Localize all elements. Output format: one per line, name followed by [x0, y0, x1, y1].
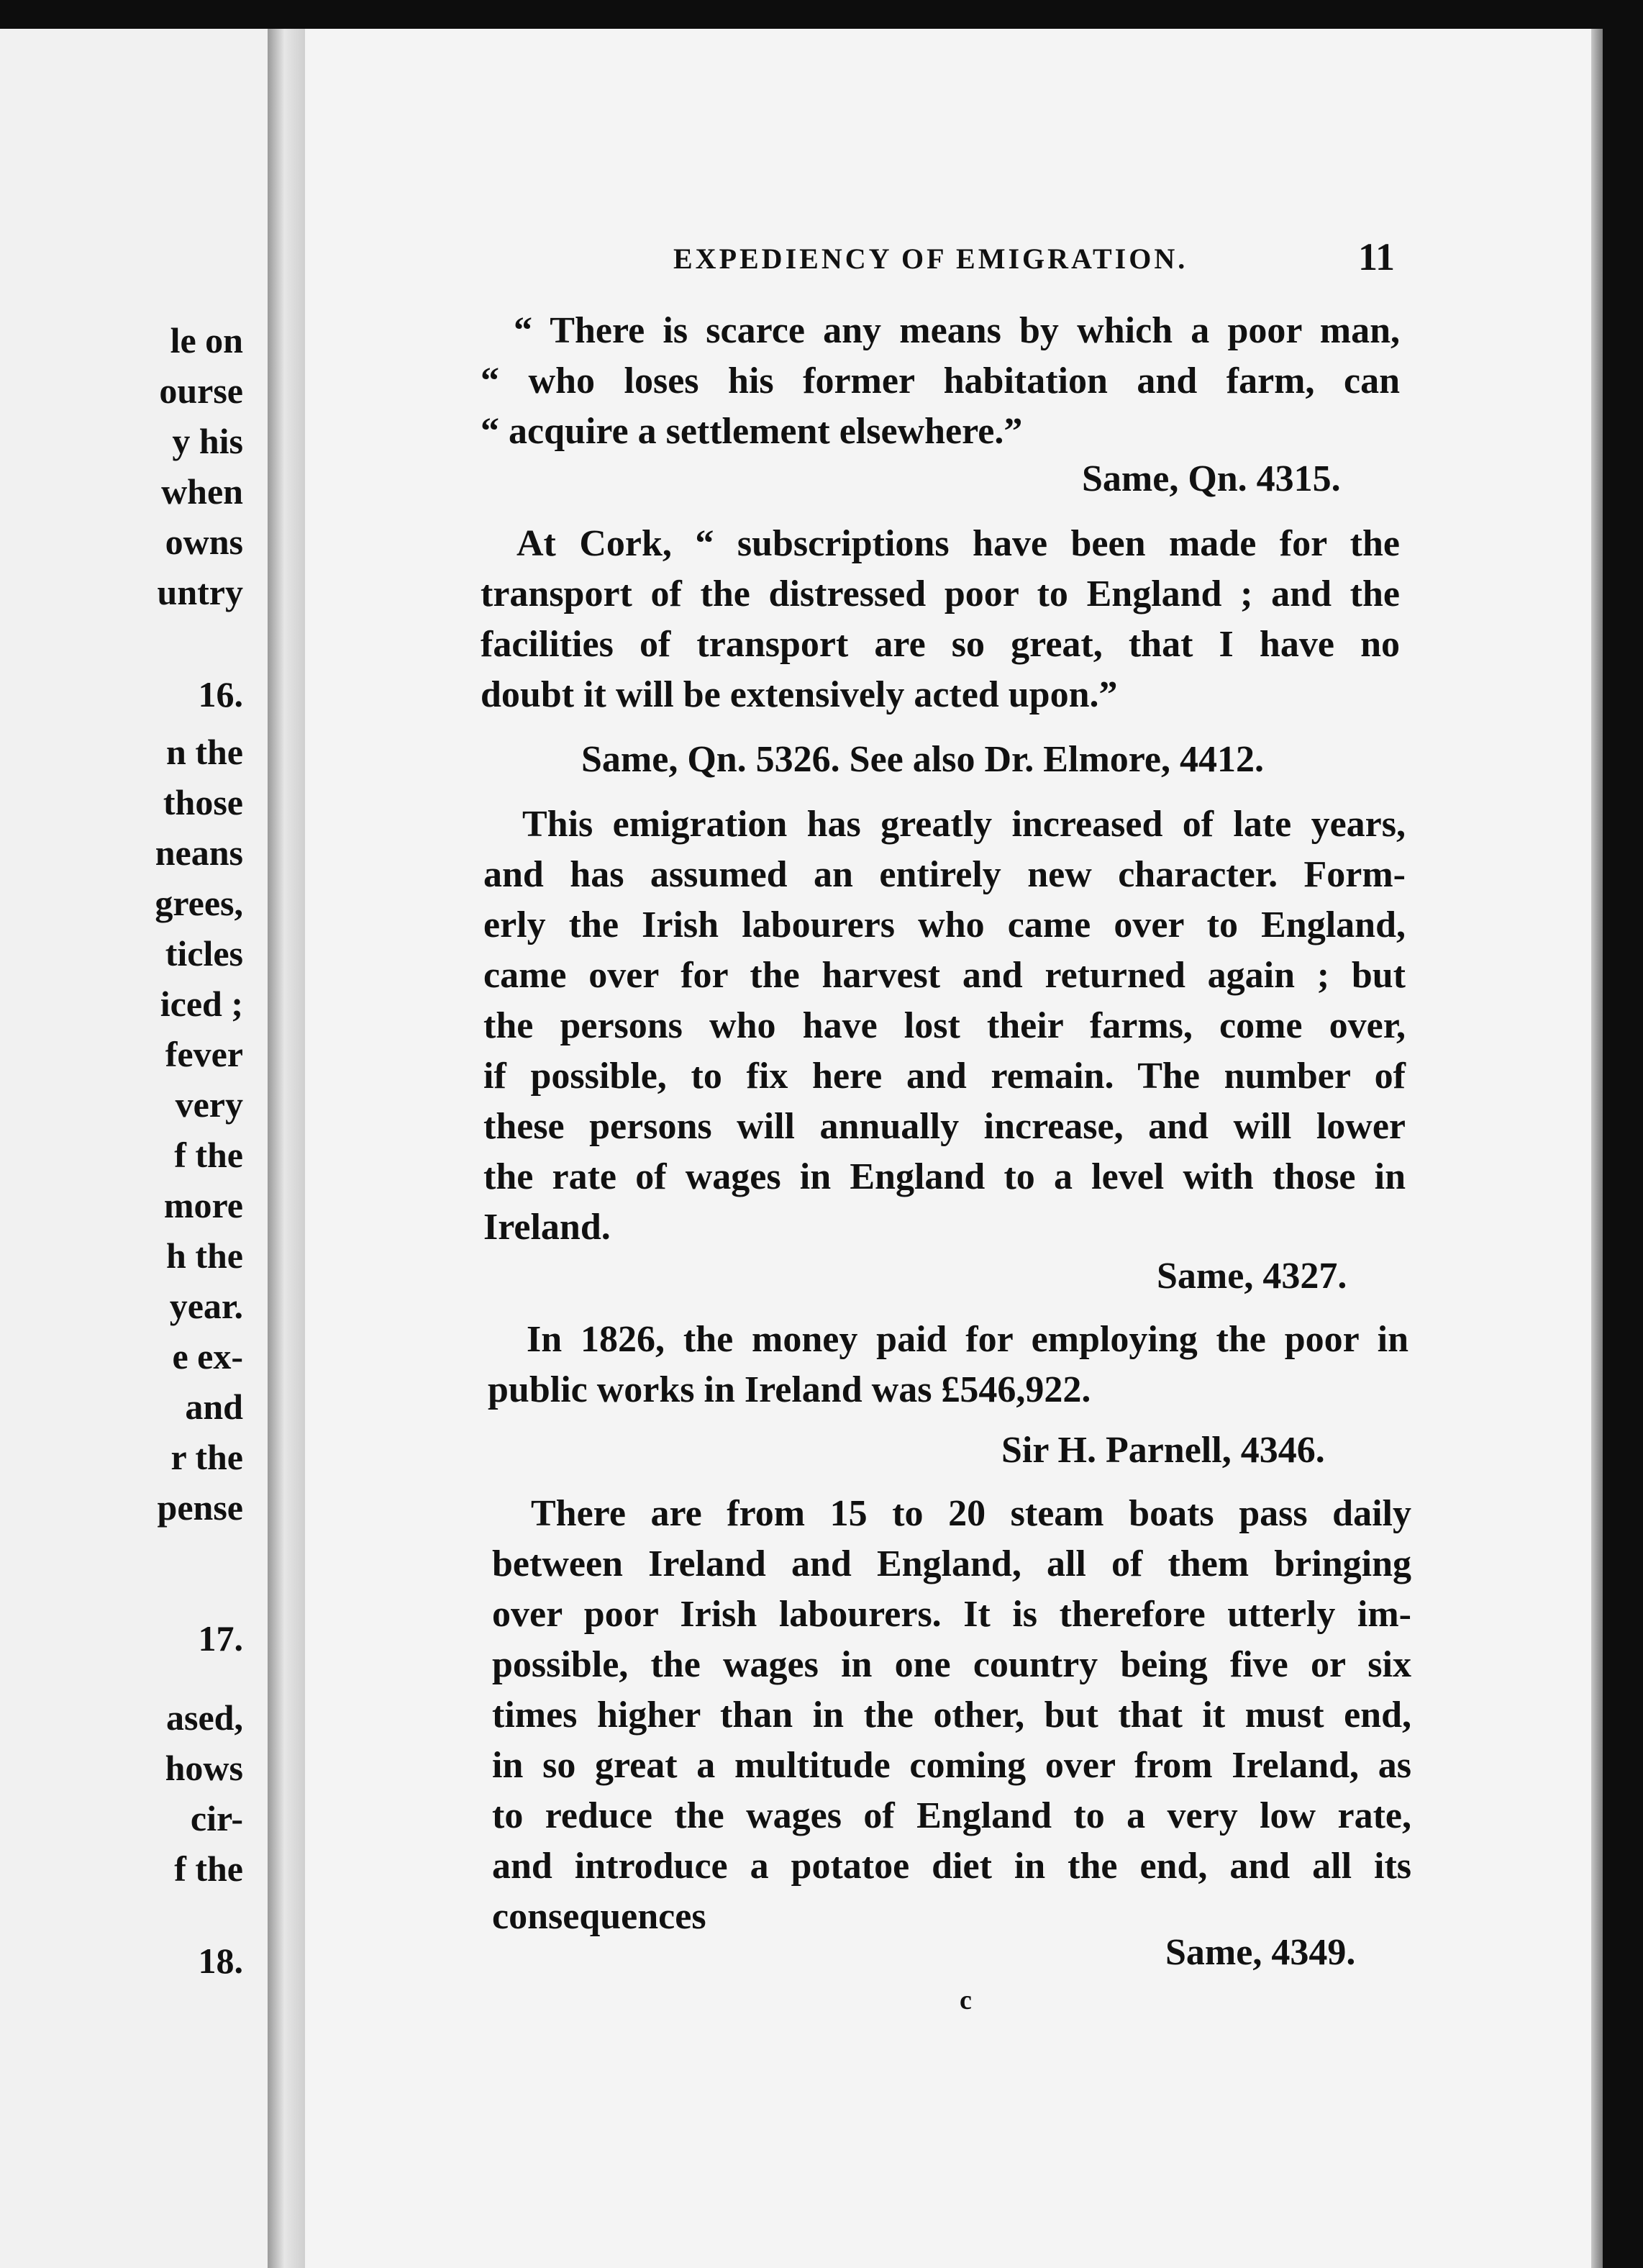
facing-page-fragment: pense: [157, 1487, 243, 1528]
citation: Same, Qn. 4315.: [1082, 458, 1341, 499]
signature-mark: c: [960, 1985, 972, 2015]
citation: Same, 4349.: [1165, 1932, 1356, 1973]
text-line: In 1826, the money paid for employing the poor in: [527, 1319, 1408, 1360]
facing-page-fragment: when: [161, 471, 243, 512]
facing-page-fragment: fever: [165, 1034, 243, 1074]
text-line: consequences: [492, 1896, 706, 1937]
facing-page-fragment: cir-: [190, 1798, 243, 1838]
facing-page-fragment: very: [175, 1084, 243, 1125]
page-number: 11: [1358, 235, 1396, 278]
citation: Same, Qn. 5326. See also Dr. Elmore, 4412.: [581, 739, 1264, 780]
text-line: doubt it will be extensively acted upon.”: [481, 674, 1118, 715]
facing-page-fragment: e ex-: [172, 1336, 243, 1376]
text-line: transport of the distressed poor to England ; and the: [481, 573, 1400, 614]
facing-page-fragment: untry: [157, 572, 243, 612]
facing-page-fragment: n the: [166, 732, 243, 772]
facing-page-edge: [0, 29, 268, 2268]
facing-page-fragment: owns: [165, 522, 243, 562]
citation: Sir H. Parnell, 4346.: [1001, 1430, 1325, 1471]
facing-page-fragment: grees,: [155, 883, 243, 923]
facing-page-fragment: those: [163, 782, 243, 822]
text-line: over poor Irish labourers. It is therefore utterly im-: [492, 1594, 1411, 1635]
text-line: and introduce a potatoe diet in the end, and all its: [492, 1846, 1411, 1887]
text-line: between Ireland and England, all of them bringing: [492, 1543, 1411, 1584]
text-line: public works in Ireland was £546,922.: [488, 1369, 1091, 1410]
text-line: At Cork, “ subscriptions have been made for the: [516, 523, 1400, 564]
text-line: “ who loses his former habitation and farm, can: [481, 360, 1400, 402]
text-line: and has assumed an entirely new character. Form-: [483, 854, 1406, 895]
text-line: “ There is scarce any means by which a poor man,: [514, 310, 1400, 351]
text-line: erly the Irish labourers who came over to England,: [483, 904, 1406, 945]
text-line: these persons will annually increase, and will lower: [483, 1106, 1406, 1147]
running-head: EXPEDIENCY OF EMIGRATION.: [673, 242, 1188, 275]
facing-page-fragment: y his: [172, 421, 243, 461]
facing-page-fragment: ticles: [165, 933, 243, 974]
facing-page-fragment: ourse: [159, 371, 243, 411]
text-line: the persons who have lost their farms, come over,: [483, 1005, 1406, 1046]
facing-page-fragment: h the: [166, 1235, 243, 1276]
text-line: facilities of transport are so great, that I have no: [481, 624, 1400, 665]
text-line: There are from 15 to 20 steam boats pass daily: [531, 1493, 1411, 1534]
facing-page-fragment: neans: [155, 833, 243, 873]
facing-page-fragment: iced ;: [160, 984, 243, 1024]
facing-page-fragment: le on: [170, 320, 243, 360]
text-line: if possible, to fix here and remain. The number of: [483, 1056, 1406, 1097]
text-line: possible, the wages in one country being five or six: [492, 1644, 1411, 1685]
text-line: to reduce the wages of England to a very low rate,: [492, 1795, 1411, 1836]
text-line: Ireland.: [483, 1207, 611, 1248]
text-line: This emigration has greatly increased of late years,: [522, 804, 1406, 845]
text-line: “ acquire a settlement elsewhere.”: [481, 411, 1023, 452]
book-gutter: [268, 29, 305, 2268]
facing-page-fragment: 17.: [198, 1618, 243, 1659]
page-edge-shadow: [1591, 29, 1603, 2268]
facing-page-fragment: 16.: [198, 674, 243, 715]
text-line: the rate of wages in England to a level with those in: [483, 1156, 1406, 1197]
facing-page-fragment: ased,: [166, 1697, 243, 1738]
citation: Same, 4327.: [1157, 1256, 1347, 1297]
text-line: came over for the harvest and returned again ; but: [483, 955, 1406, 996]
text-line: times higher than in the other, but that it must end,: [492, 1695, 1411, 1736]
facing-page-fragment: 18.: [198, 1941, 243, 1981]
facing-page-fragment: hows: [165, 1748, 243, 1788]
facing-page-fragment: f the: [174, 1135, 243, 1175]
facing-page-fragment: r the: [170, 1437, 243, 1477]
facing-page-fragment: more: [163, 1185, 243, 1225]
facing-page-fragment: and: [185, 1387, 243, 1427]
facing-page-fragment: year.: [169, 1286, 243, 1326]
text-line: in so great a multitude coming over from Ireland, as: [492, 1745, 1411, 1786]
facing-page-fragment: f the: [174, 1849, 243, 1889]
